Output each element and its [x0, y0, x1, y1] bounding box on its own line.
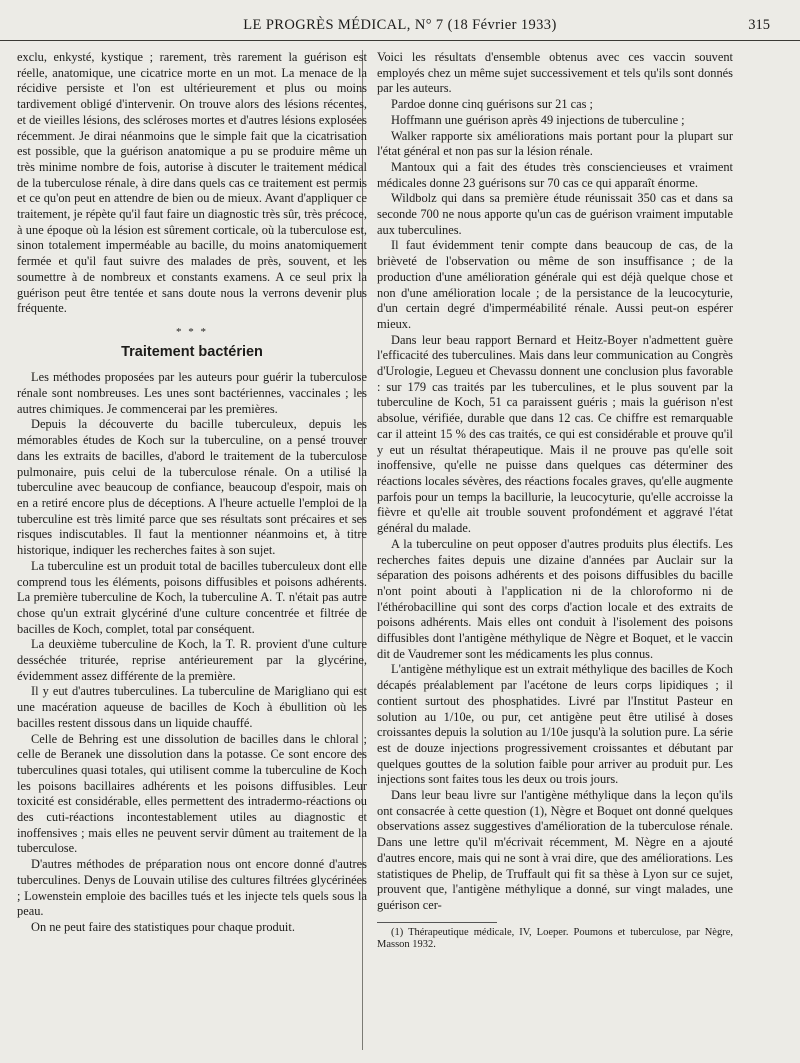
paragraph: Dans leur beau rapport Bernard et Heitz-Boyer n'admettent guère l'efficacité des tuberculines. Mais dans leur communication au Congrès d'Urologie, Legueu et Chevassu donnent une conclusion plus favorable : sur 179 cas traités par les tuberculines, et le plus souvent par la tuberculine de Koch, 51 ca paraissent guéris ; mais la guérison n'est absolue, vérifiée, durable que dans 12 cas. Ce chiffre est remarquable car il atteint 15 % des cas traités, ce qui est considérable et prouve qu'il y eut un résultat thérapeutique. Mais il ne prouve pas qu'elle soit inoffensive, qu'elle ne puisse dans quelques cas déterminer des réactions locales sévères, des réactions focales graves, qu'elle augmente parfois pour un temps la bacillurie, la leucocyturie, qu'elle accroisse la fièvre et qu'elle ait trouble souvent profondément et aggravé l'état général du malade. — [377, 332, 733, 536]
paragraph: Celle de Behring est une dissolution de bacilles dans le chloral ; celle de Beranek une dissolution dans la potasse. Ce sont encore des tuberculines quasi totales, qui utilisent comme la tuberculine de Koch les poisons bacillaires adhérents et les poisons diffusibles. Leur toxicité est considérable, elles permettent des intradermo-réactions ou des cuti-réactions incontestablement utiles au diagnostic et inoffensives ; mais elles ne peuvent servir dûment au traitement de la tuberculose. — [17, 731, 367, 856]
paragraph: Mantoux qui a fait des études très consciencieuses et vraiment médicales donne 23 guérisons sur 70 cas ce qui apparaît énorme. — [377, 159, 733, 190]
paragraph: Wildbolz qui dans sa première étude réunissait 350 cas et dans sa seconde 700 ne nous apporte qu'un cas de guérison vraiment imputable aux tuberculines. — [377, 191, 733, 237]
left-column — [17, 50, 367, 936]
paragraph: D'autres méthodes de préparation nous ont encore donné d'autres tuberculines. Denys de Louvain utilise des cultures filtrées glycérinées ; Lowenstein emploie des bacilles tués et les injecte tels quels sous la peau. — [17, 857, 367, 919]
footnote-rule — [377, 922, 497, 923]
paragraph: La deuxième tuberculine de Koch, la T. R. provient d'une culture desséchée triturée, reprise antérieurement par la glycérine, évidemment assez différente de la première. — [17, 637, 367, 683]
paragraph: Les méthodes proposées par les auteurs pour guérir la tuberculose rénale sont nombreuses. Les unes sont bactériennes, vaccinales ; les autres chimiques. Je commencerai par les premières. — [17, 370, 367, 416]
paragraph: Dans leur beau livre sur l'antigène méthylique dans la leçon qu'ils ont consacrée à cette question (1), Nègre et Boquet ont donné quelques observations assez suggestives d'amélioration de la tuberculose rénale. Dans une lettre qu'il m'écrivait récemment, M. Nègre en a ajouté d'autres encore, mais qui ne sont à vrai dire, que des améliorations. Les statistiques de Phelip, de Truffault qui fit sa thèse à Lyon sur ce sujet, prouvent que, l'antigène méthylique a donné, sur vingt malades, une guérison cer- — [377, 788, 733, 912]
paragraph: Il faut évidemment tenir compte dans beaucoup de cas, de la brièveté de l'observation ou même de son insuffisance ; de la production d'une amélioration générale qui est déjà quelque chose et non d'une amélioration locale ; de la persistance de la leucocyturie, d'un certain degré d'imperméabilité rénale. Aussi peut-on espérer mieux. — [377, 238, 733, 331]
footnote: (1) Thérapeutique médicale, IV, Loeper. Poumons et tuberculose, par Nègre, Masson 1932. — [377, 926, 733, 950]
paragraph: Pardoe donne cinq guérisons sur 21 cas ; — [391, 97, 593, 112]
page-number: 315 — [748, 17, 770, 33]
paragraph: exclu, enkysté, kystique ; rarement, très rarement la guérison est réelle, anatomique, une cicatrice morte en un mot. La menace de la récidive persiste et l'on est ultérieurement et plus ou moins tardivement obligé d'intervenir. On trouve alors des lésions récentes, et de vieilles lésions, des scléroses mortes et d'autres lésions explosées récemment. Je dirai néanmoins que le simple fait que la cicatrisation est possible, que la guérison anatomique a pu se produire même un très minime nombre de fois, autorise à discuter le traitement médical de la tuberculose rénale, à dire dans quels cas ce traitement est permis et ce qu'on peut en attendre de bien ou de mieux. Avant d'appliquer ce traitement, je répète qu'il faut faire un diagnostic très sûr, très précoce, à une époque où la lésion est sûrement corticale, où la tuberculose est, sinon totalement imperméable au bacille, du moins anatomiquement fermée et qu'il faut suivre des malades de près, souvent, et les soumettre à de nombreux et constants examens. A ce seul prix la guérison peut être tentée et sans doute nous la verrons devenir plus fréquente. — [17, 50, 367, 316]
paragraph: Hoffmann une guérison après 49 injections de tuberculine ; — [391, 112, 685, 127]
paragraph: La tuberculine est un produit total de bacilles tuberculeux dont elle comprend tous les éléments, poisons diffusibles et poisons adhérents. La première tuberculine de Koch, la tuberculine A. T. n'était pas autre chose qu'un extrait glycériné d'une culture concentrée et filtrée de bacilles de Koch, complet, total par conséquent. — [17, 558, 367, 636]
journal-title: LE PROGRÈS MÉDICAL, N° 7 (18 Février 1933) — [243, 17, 557, 33]
section-title: Traitement bactérien — [121, 343, 263, 360]
paragraph: Depuis la découverte du bacille tuberculeux, depuis les mémorables études de Koch sur la tuberculine, on a pensé trouver dans les extraits de bacilles, d'abord le traitement de la tuberculose pulmonaire, puis celui de la tuberculose rénale. On a utilisé la tuberculine avec beaucoup de confiance, beaucoup d'espoir, mais on en a retiré encore plus de déceptions. A l'heure actuelle l'emploi de la tuberculine est très limité parce que ses résultats sont précaires et ses risques indiscutables. Il faut la mentionner néanmoins et, à titre historique, indiquer les recherches faites à son sujet. — [17, 417, 367, 558]
paragraph: L'antigène méthylique est un extrait méthylique des bacilles de Koch décapés préalablement par l'acétone de leurs corps lipidiques ; il contient surtout des phosphatides. Livré par l'Institut Pasteur en solution au 1/10e, ou pur, cet antigène peut être utilisé à doses croissantes depuis la solution au 1/10e jusqu'à la solution pure. La série est de douze injections progressivement croissantes et débutant par quelques gouttes de la solution faible pour arriver au produit pur. Les injections sont faites tous les deux ou trois jours. — [377, 662, 733, 787]
paragraph: Il y eut d'autres tuberculines. La tuberculine de Marigliano qui est une macération aqueuse de bacilles de Koch à ébullition où les bacilles restent dissous dans un liquide chauffé. — [17, 684, 367, 730]
right-paragraphs — [377, 50, 733, 914]
paragraph: A la tuberculine on peut opposer d'autres produits plus électifs. Les recherches faites depuis une dizaine d'années par Auclair sur la séparation des poisons adhérents et des poisons diffusibles du bacille n'ont point abouti à l'application ni de la chloroformo ni de l'éthérobacilline qui sont des corps d'action locale et des extraits de poisons adhérents. Mais elles ont conduit à l'isolement des poisons diffusibles dont l'antigène méthylique de Nègre et Boquet, et le vaccin dit de Vaudremer sont les médicaments les plus connus. — [377, 536, 733, 661]
left-paragraphs — [17, 370, 367, 935]
section-separator: * * * — [176, 325, 208, 338]
running-header — [0, 14, 800, 41]
right-column — [377, 50, 733, 951]
paragraph: Voici les résultats d'ensemble obtenus avec ces vaccin souvent employés chez un même sujet successivement et tels qu'ils sont donnés par les auteurs. — [377, 50, 733, 96]
paragraph: Walker rapporte six améliorations mais portant pour la plupart sur l'état général et non pas sur la lésion rénale. — [377, 128, 733, 159]
paragraph: On ne peut faire des statistiques pour chaque produit. — [31, 919, 295, 934]
